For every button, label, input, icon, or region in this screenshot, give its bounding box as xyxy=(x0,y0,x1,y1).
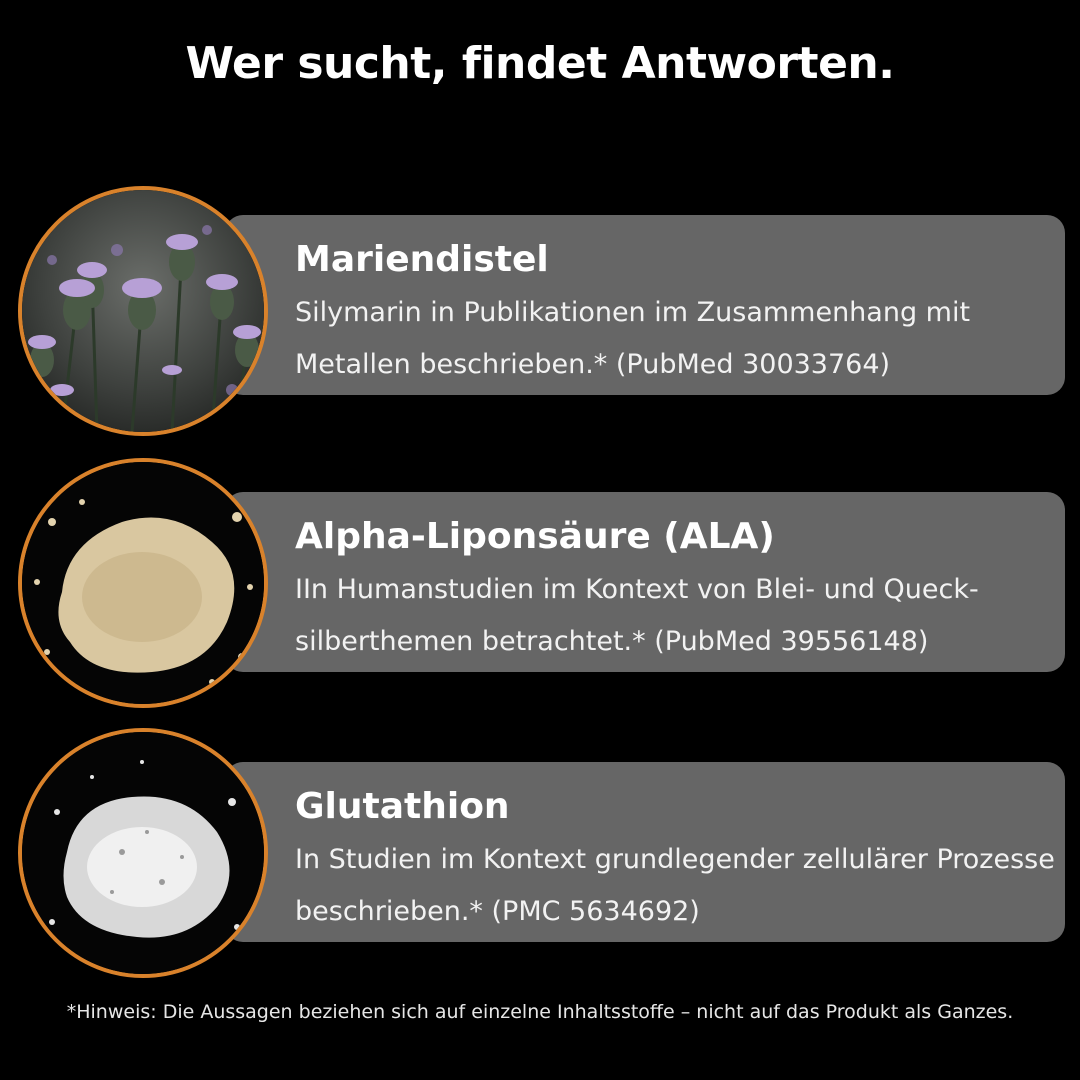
ingredient-card-glutathion xyxy=(225,762,1065,942)
beige-powder-image xyxy=(18,458,268,708)
white-powder-image xyxy=(18,728,268,978)
beige-powder-illustration xyxy=(22,462,264,704)
ingredient-description: In Studien im Kontext grundlegender zellulärer Prozesse beschrieben.* (PMC 5634692) xyxy=(295,844,1055,927)
ingredient-card-mariendistel xyxy=(225,215,1065,395)
ingredient-title: Glutathion xyxy=(295,786,510,827)
ingredient-title: Alpha-Liponsäure (ALA) xyxy=(295,516,775,557)
ingredient-description: Silymarin in Publikationen im Zusammenhang mit Metallen beschrieben.* (PubMed 30033764) xyxy=(295,297,971,380)
milk-thistle-image xyxy=(18,186,268,436)
ingredient-title: Mariendistel xyxy=(295,239,549,280)
ingredient-description: IIn Humanstudien im Kontext von Blei- und Queck-silberthemen betrachtet.* (PubMed 39556148) xyxy=(295,574,979,657)
headline: Wer sucht, findet Antworten. xyxy=(185,38,895,89)
milk-thistle-illustration xyxy=(22,190,264,432)
footnote: *Hinweis: Die Aussagen beziehen sich auf einzelne Inhaltsstoffe – nicht auf das Produkt als Ganzes. xyxy=(66,1001,1014,1023)
ingredient-card-alpha-liponsaeure xyxy=(225,492,1065,672)
white-powder-illustration xyxy=(22,732,264,974)
